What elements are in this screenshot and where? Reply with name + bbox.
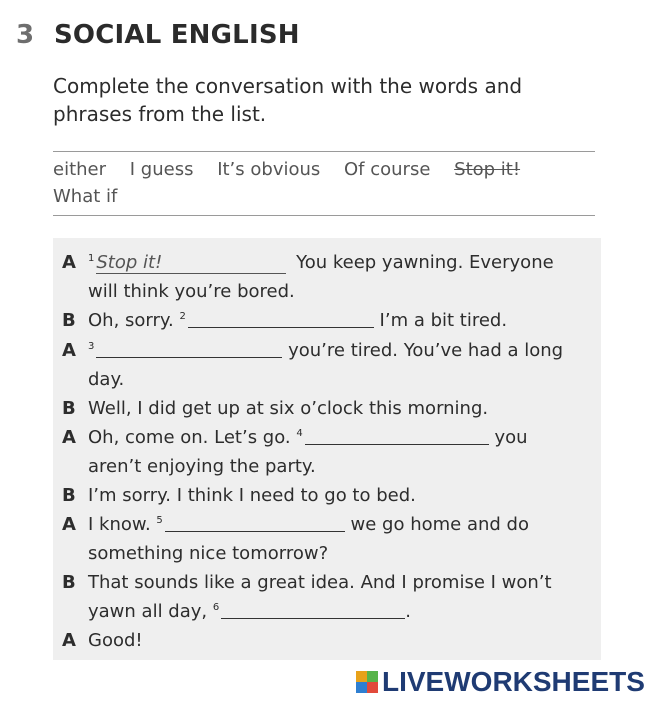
speaker-label: A [62,340,76,361]
logo-tile-icon [367,682,378,693]
dialogue-line-5-cont: aren’t enjoying the party. [88,456,316,477]
logo-tile-icon [367,671,378,682]
dialogue-line-1 [62,252,554,274]
speaker-label: B [62,398,76,419]
word-option: I guess [129,159,194,180]
dialogue-line-3 [62,340,563,361]
logo-tile-icon [356,671,367,682]
gap-number: 6 [212,602,220,613]
gap-number: 2 [179,311,186,322]
line-text: You keep yawning. Everyone [296,252,554,273]
section-title: SOCIAL ENGLISH [54,20,300,50]
line-text: Well, I did get up at six o’clock this morning. [88,398,489,419]
speaker-label: A [62,514,76,535]
dialogue-line-4 [62,398,488,419]
speaker-label: A [62,630,76,651]
dialogue-line-9 [62,630,143,651]
word-list-bottom-divider [53,215,595,216]
line-text: Oh, sorry. [88,310,174,331]
dialogue-line-5 [62,427,528,448]
word-option: It’s obvious [217,159,321,180]
speaker-label: B [62,485,76,506]
dialogue-line-8 [62,572,552,593]
line-text: I’m sorry. I think I need to go to bed. [88,485,416,506]
logo-tile-icon [356,682,367,693]
line-text: Good! [88,630,143,651]
dialogue-line-6 [62,485,416,506]
word-list [53,156,613,210]
gap-number: 1 [88,253,95,264]
dialogue-line-2 [62,310,507,331]
word-option: What if [53,186,118,207]
dialogue-line-7-cont: something nice tomorrow? [88,543,329,564]
line-text: you’re tired. You’ve had a long [288,340,564,361]
gap-number: 4 [296,428,303,439]
answer-blank-2[interactable] [188,311,374,328]
word-option-used: Stop it! [454,159,521,180]
dialogue-line-7 [62,514,529,535]
gap-number: 3 [88,341,95,352]
line-text: Oh, come on. Let’s go. [88,427,291,448]
speaker-label: A [62,252,76,273]
speaker-label: B [62,310,76,331]
instruction-line-1: Complete the conversation with the words and [53,74,523,98]
section-number: 3 [16,20,35,50]
instruction-text [53,72,593,128]
line-text: . [405,601,411,622]
word-option: Of course [344,159,431,180]
line-text: yawn all day, [88,601,208,622]
speaker-label: B [62,572,76,593]
word-list-top-divider [53,151,595,152]
line-text: That sounds like a great idea. And I promise I won’t [88,572,552,593]
line-text: we go home and do [350,514,529,535]
answer-blank-4[interactable] [305,428,489,445]
line-text: I’m a bit tired. [379,310,508,331]
line-text: you [494,427,528,448]
line-text: I know. [88,514,151,535]
answer-blank-5[interactable] [165,515,345,532]
answer-blank-3[interactable] [96,341,282,358]
dialogue-line-3-cont: day. [88,369,125,390]
word-option: either [53,159,107,180]
dialogue-line-8-cont [88,601,411,622]
liveworksheets-brand: LIVEWORKSHEETS [382,666,645,697]
answer-blank-6[interactable] [221,602,405,619]
gap-number: 5 [156,515,163,526]
dialogue-line-1-cont: will think you’re bored. [88,281,295,302]
liveworksheets-logo-icon [356,671,378,693]
speaker-label: A [62,427,76,448]
example-answer: Stop it! [96,252,286,274]
instruction-line-2: phrases from the list. [53,102,267,126]
